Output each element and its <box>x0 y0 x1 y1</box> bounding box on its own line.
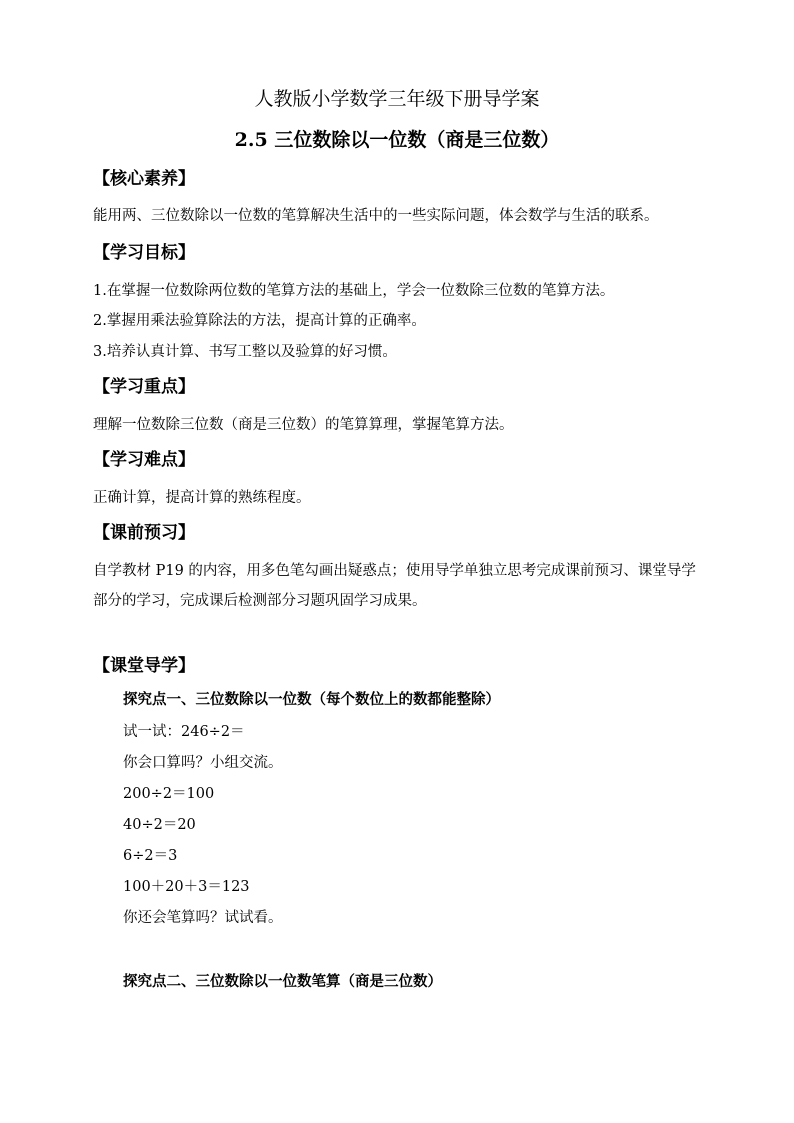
document-title: 人教版小学数学三年级下册导学案 <box>254 88 540 110</box>
calc-step-3: 6÷2＝3 <box>123 848 178 864</box>
heading-core-literacy: 【核心素养】 <box>93 169 195 189</box>
learning-difficulty-text: 正确计算，提高计算的熟练程度。 <box>93 490 311 506</box>
heading-learning-difficulty: 【学习难点】 <box>93 450 195 470</box>
goal-item-1: 1.在掌握一位数除两位数的笔算方法的基础上，学会一位数除三位数的笔算方法。 <box>93 283 615 299</box>
calc-step-1: 200÷2＝100 <box>123 786 215 802</box>
calc-step-4: 100＋20＋3＝123 <box>123 879 250 895</box>
learning-focus-text: 理解一位数除三位数（商是三位数）的笔算算理，掌握笔算方法。 <box>93 417 514 433</box>
exploration-point-2: 探究点二、三位数除以一位数笔算（商是三位数） <box>123 973 442 990</box>
mental-math-question: 你会口算吗？小组交流。 <box>123 755 283 771</box>
lesson-title: 2.5 三位数除以一位数（商是三位数） <box>234 129 560 151</box>
core-literacy-text: 能用两、三位数除以一位数的笔算解决生活中的一些实际问题，体会数学与生活的联系。 <box>93 208 659 224</box>
heading-learning-focus: 【学习重点】 <box>93 377 195 397</box>
exploration-point-1: 探究点一、三位数除以一位数（每个数位上的数都能整除） <box>123 691 500 708</box>
goal-item-3: 3.培养认真计算、书写工整以及验算的好习惯。 <box>93 344 397 360</box>
heading-learning-goals: 【学习目标】 <box>93 243 195 263</box>
goal-item-2: 2.掌握用乘法验算除法的方法，提高计算的正确率。 <box>93 313 426 329</box>
heading-class-guide: 【课堂导学】 <box>93 656 195 676</box>
written-calc-question: 你还会笔算吗？试试看。 <box>123 910 283 926</box>
heading-preview: 【课前预习】 <box>93 523 195 543</box>
preview-text: 自学教材 P19 的内容，用多色笔勾画出疑惑点；使用导学单独立思考完成课前预习、课堂导学部分的学习，完成课后检测部分习题巩固学习成果。 <box>93 563 696 609</box>
calc-step-2: 40÷2＝20 <box>123 817 196 833</box>
try-problem: 试一试：246÷2＝ <box>123 724 245 740</box>
